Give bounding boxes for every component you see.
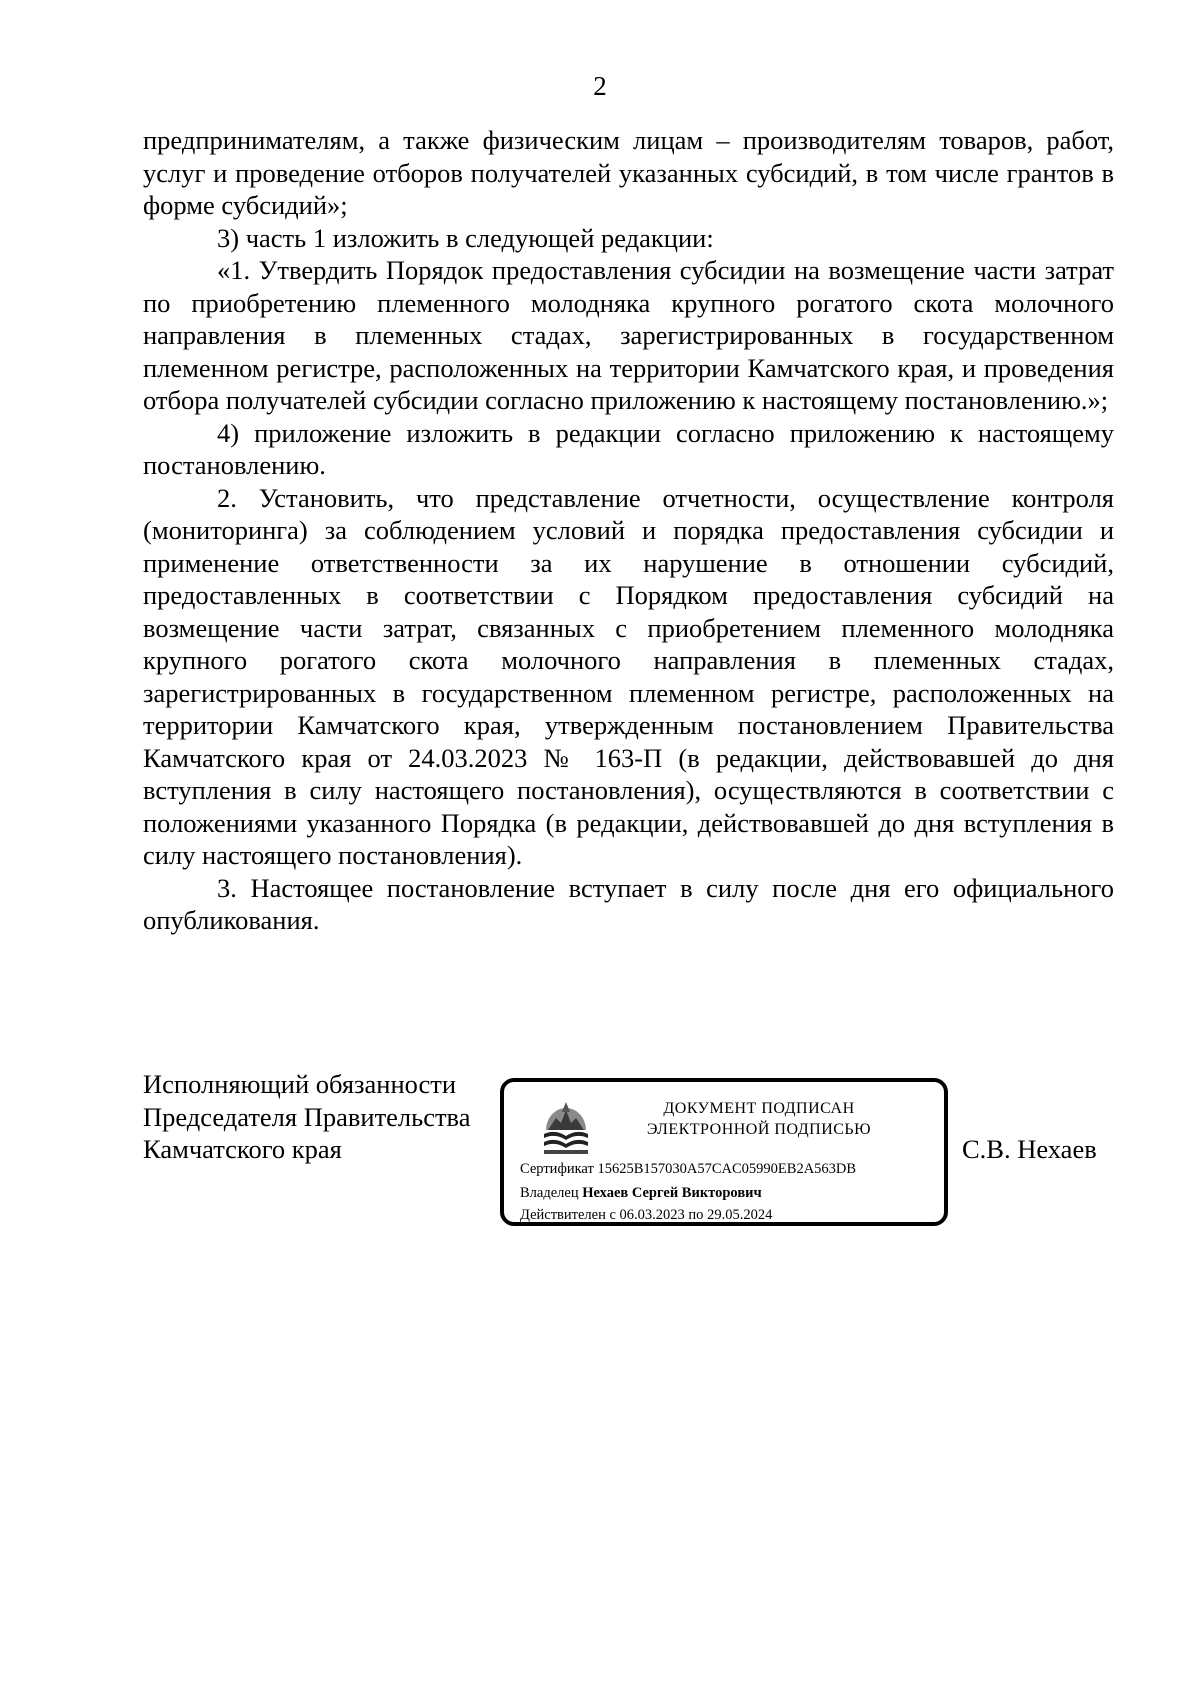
paragraph-point-2: 2. Установить, что представление отчетности, осуществление контроля (мониторинга) за соблюдением условий и порядка предоставления субсидии и применение ответственности за их нарушение в отношении субсидий, предоставленных в соответствии с Порядком предоставления субсидий на возмещение части затрат, связанных с приобретением племенного молодняка крупного рогатого скота молочного направления в племенных стадах, зарегистрированных в государственном племенном регистре, расположенных на территории Камчатского края, утвержденным постановлением Правительства Камчатского края от 24.03.2023 № 163-П (в редакции, действовавшей до дня вступления в силу настоящего постановления), осуществляются в соответствии с положениями указанного Порядка (в редакции, действовавшей до дня вступления в силу настоящего постановления).	[143, 482, 1114, 870]
signer-title-line: Камчатского края	[143, 1134, 342, 1164]
paragraph-quoted-part-1: «1. Утвердить Порядок предоставления субсидии на возмещение части затрат по приобретению племенного молодняка крупного рогатого скота молочного направления в племенных стадах, зарегистрированных в государственном племенном регистре, расположенных на территории Камчатского края, и проведения отбора получателей субсидии согласно приложению к настоящему постановлению.»;	[143, 255, 1114, 415]
stamp-certificate	[520, 1160, 856, 1178]
signer-title-line: Исполняющий обязанности	[143, 1069, 457, 1099]
page-number: 2	[593, 71, 607, 101]
electronic-signature-stamp	[500, 1078, 948, 1226]
paragraph-item-4: 4) приложение изложить в редакции согласно приложению к настоящему постановлению.	[143, 417, 1114, 480]
certificate-value: 15625B157030A57CAC05990EB2A563DB	[597, 1161, 857, 1177]
owner-value: Нехаев Сергей Викторович	[582, 1185, 762, 1201]
valid-to-label: по	[688, 1207, 704, 1223]
document-body	[143, 124, 1114, 937]
paragraph-point-3: 3. Настоящее постановление вступает в силу после дня его официального опубликования.	[143, 872, 1114, 935]
valid-label: Действителен с	[520, 1207, 616, 1223]
kamchatka-emblem-icon	[540, 1096, 592, 1156]
signer-name: С.В. Нехаев	[962, 1134, 1097, 1164]
certificate-label: Сертификат	[520, 1161, 594, 1177]
signer-title-line: Председателя Правительства	[143, 1101, 471, 1132]
paragraph-item-3: 3) часть 1 изложить в следующей редакции:	[217, 222, 714, 253]
stamp-heading-line1: ДОКУМЕНТ ПОДПИСАН	[663, 1100, 855, 1117]
stamp-heading	[594, 1098, 924, 1140]
paragraph-continuation: предпринимателям, а также физическим лицам – производителям товаров, работ, услуг и проведение отборов получателей указанных субсидий, в том числе грантов в форме субсидий»;	[143, 125, 1114, 220]
valid-to: 29.05.2024	[707, 1207, 773, 1223]
owner-label: Владелец	[520, 1185, 579, 1201]
valid-from: 06.03.2023	[619, 1207, 685, 1223]
signer-title	[143, 1068, 471, 1166]
stamp-validity	[520, 1206, 772, 1224]
stamp-owner	[520, 1184, 762, 1202]
stamp-heading-line2: ЭЛЕКТРОННОЙ ПОДПИСЬЮ	[646, 1121, 872, 1138]
